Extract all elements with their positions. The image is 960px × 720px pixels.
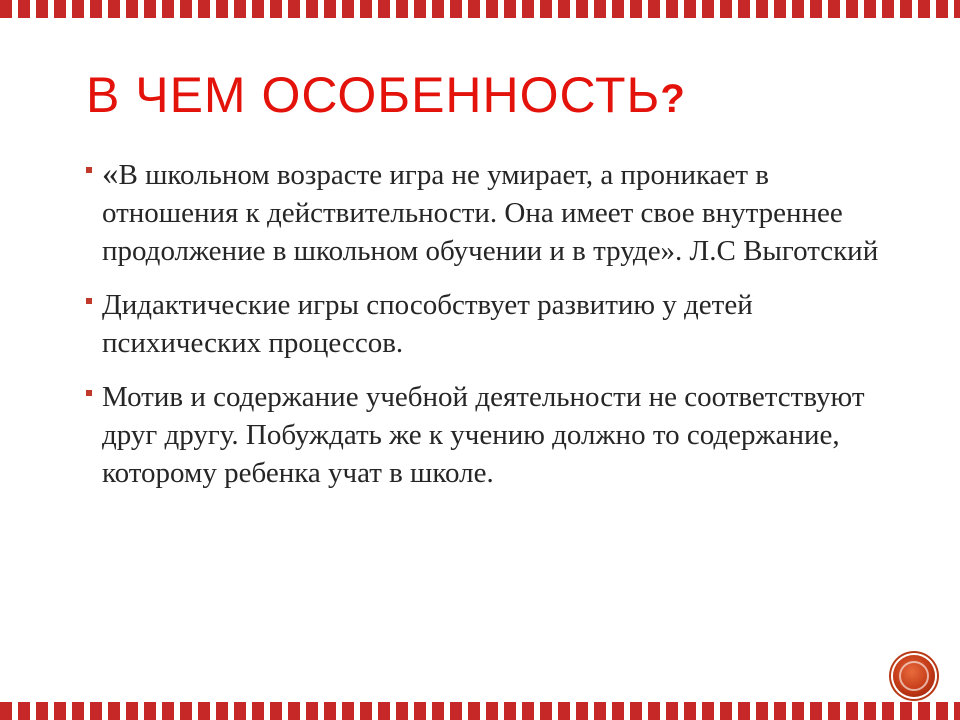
slide-title-question-mark: ?: [660, 77, 686, 121]
bullet-item-learning-motive: [86, 378, 886, 492]
bullet-text: Дидактические игры способствует развитию у детей психических процессов.: [102, 289, 753, 359]
bullet-item-didactic-games: [86, 286, 886, 362]
square-bullet-icon: [86, 167, 92, 173]
orange-circle-badge-icon: [893, 655, 935, 697]
bullet-text: В школьном возрасте игра не умирает, а проникает в отношения к действительности. Она имеет свое внутреннее продолжение в школьном обучении и в труде». Л.С Выготский: [102, 159, 879, 267]
bullet-text: Мотив и содержание учебной деятельности не соответствуют друг другу. Побуждать же к учению должно то содержание, которому ребенка учат в школе.: [102, 381, 865, 489]
bullet-item-vygotsky-quote: [86, 155, 886, 270]
decorative-bottom-border: [0, 702, 960, 720]
opening-quote-mark: «: [102, 156, 119, 192]
square-bullet-icon: [86, 390, 92, 396]
square-bullet-icon: [86, 298, 92, 304]
decorative-top-border: [0, 0, 960, 18]
slide-title: [86, 67, 686, 123]
bullet-list: [86, 155, 886, 508]
slide-title-text: В ЧЕМ ОСОБЕННОСТЬ: [86, 67, 661, 123]
